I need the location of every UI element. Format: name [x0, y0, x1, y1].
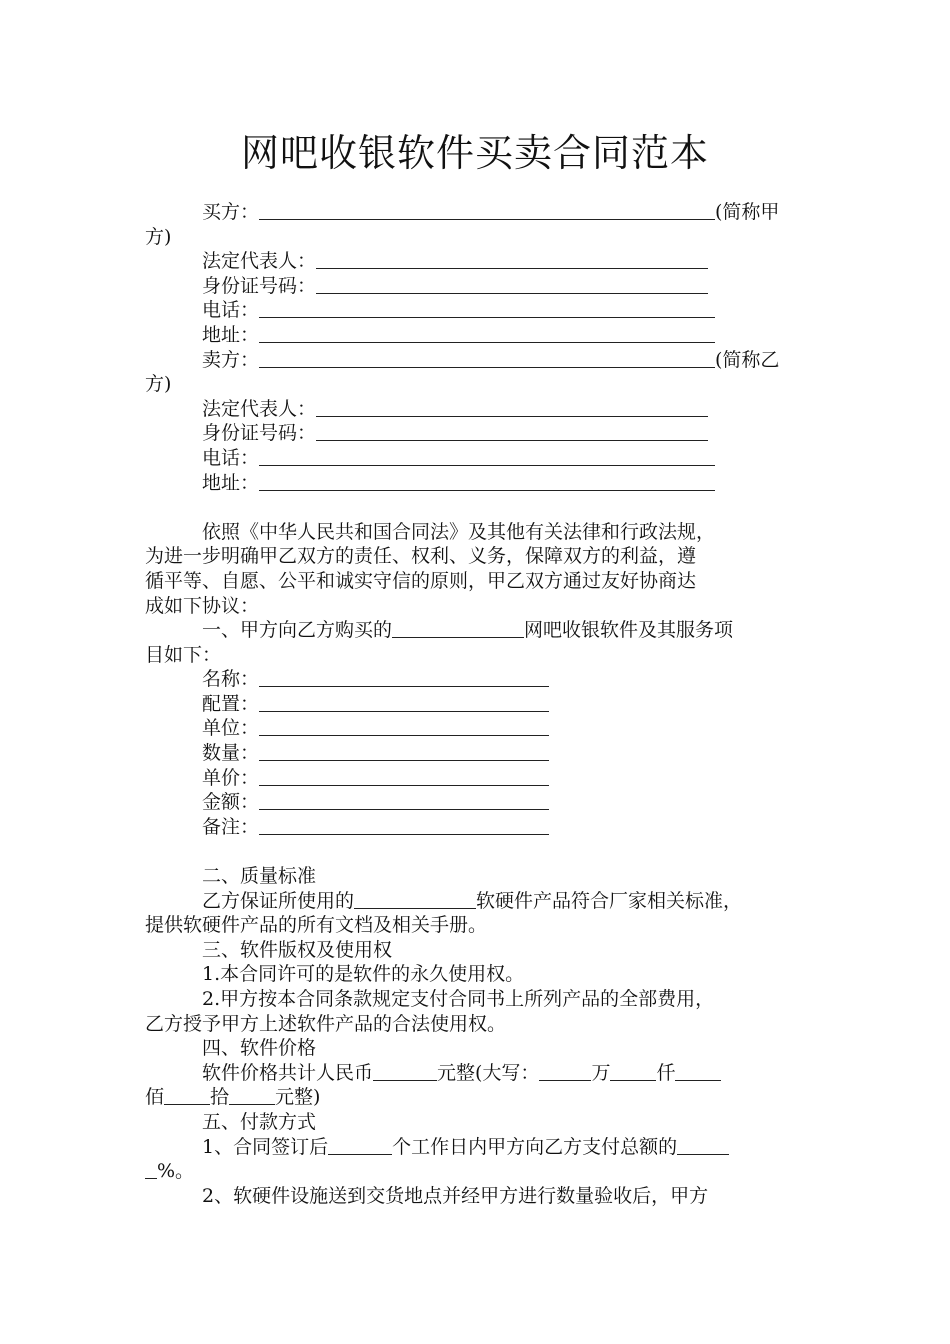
- buyer-phone-label: 电话：: [202, 299, 260, 322]
- buyer-rep-label: 法定代表人：: [202, 250, 317, 273]
- section1-suffix: 网吧收银软件及其服务项: [524, 619, 734, 642]
- section2-line: [145, 889, 810, 914]
- spacer: [145, 839, 810, 864]
- seller-id-line: [145, 421, 810, 446]
- seller-label: 卖方：: [202, 348, 260, 371]
- seller-line: [145, 348, 810, 373]
- seller-address-label: 地址：: [202, 471, 260, 494]
- buyer-abbr: (简称甲: [715, 201, 780, 223]
- item-line: [145, 815, 810, 840]
- buyer-abbr-cont: 方): [145, 225, 172, 248]
- seller-phone-label: 电话：: [202, 446, 260, 469]
- seller-phone-line: [145, 446, 810, 471]
- item-blank: [259, 692, 549, 712]
- section3-p2: 2.甲方按本合同条款规定支付合同书上所列产品的全部费用，: [202, 988, 715, 1010]
- section2-heading: 二、质量标准: [202, 865, 317, 888]
- bai-blank: [675, 1061, 721, 1081]
- buyer-rep-line: [145, 249, 810, 274]
- yuan-label: 元整): [275, 1086, 321, 1109]
- section5-p2: 2、软硬件设施送到交货地点并经甲方进行数量验收后，甲方: [202, 1184, 709, 1207]
- buyer-address-blank: [259, 323, 715, 343]
- qian-label: 仟: [656, 1061, 676, 1084]
- shi-label: 拾: [210, 1086, 230, 1109]
- percent-sign: %。: [157, 1160, 195, 1183]
- buyer-id-line: [145, 274, 810, 299]
- payment-pct-label: 个工作日内甲方向乙方支付总额的: [392, 1135, 678, 1158]
- section4-price-cont: [145, 1085, 810, 1110]
- qian-blank: [610, 1061, 656, 1081]
- item-label: 数量：: [202, 742, 260, 765]
- section2-prefix: 乙方保证所使用的: [202, 889, 355, 912]
- page-title: 网吧收银软件买卖合同范本: [240, 131, 709, 175]
- section3-p1: 1.本合同许可的是软件的永久使用权。: [202, 963, 525, 986]
- item-line: [145, 667, 810, 692]
- item-line: [145, 790, 810, 815]
- section3-heading: 三、软件版权及使用权: [202, 938, 393, 961]
- preamble-line: 为进一步明确甲乙双方的责任、权利、义务，保障双方的利益，遵: [145, 545, 697, 568]
- buyer-id-label: 身份证号码：: [202, 274, 317, 297]
- section2-cont: 提供软硬件产品的所有文档及相关手册。: [145, 914, 488, 937]
- buyer-address-label: 地址：: [202, 323, 260, 346]
- section1-blank: [392, 618, 524, 638]
- item-label: 金额：: [202, 791, 260, 814]
- item-blank: [259, 766, 549, 786]
- item-blank: [259, 741, 549, 761]
- wan-label: 万: [591, 1061, 611, 1084]
- section4-price-line: [145, 1061, 810, 1086]
- item-blank: [259, 815, 549, 835]
- section2-suffix: 软硬件产品符合厂家相关标准，: [476, 889, 743, 912]
- preamble-line: 成如下协议：: [145, 594, 260, 617]
- item-line: [145, 741, 810, 766]
- seller-phone-blank: [259, 446, 715, 466]
- buyer-label: 买方：: [202, 201, 260, 223]
- seller-rep-label: 法定代表人：: [202, 397, 317, 420]
- buyer-name-blank: [259, 200, 715, 220]
- payment-days-blank: [328, 1135, 392, 1155]
- seller-rep-blank: [316, 397, 708, 417]
- buyer-phone-blank: [259, 298, 715, 318]
- item-label: 单位：: [202, 717, 260, 740]
- section5-heading: 五、付款方式: [202, 1110, 317, 1133]
- section3-p2-cont: 乙方授予甲方上述软件产品的合法使用权。: [145, 1012, 507, 1035]
- section4-heading: 四、软件价格: [202, 1037, 317, 1060]
- seller-address-line: [145, 471, 810, 496]
- section5-p1-cont: [145, 1159, 810, 1184]
- item-blank: [259, 667, 549, 687]
- item-blank: [259, 716, 549, 736]
- item-label: 备注：: [202, 815, 260, 838]
- bai-label: 佰: [145, 1086, 165, 1109]
- price-words-label: 元整(大写：: [437, 1061, 540, 1084]
- item-line: [145, 692, 810, 717]
- spacer: [145, 495, 810, 520]
- seller-name-blank: [259, 348, 715, 368]
- seller-address-blank: [259, 471, 715, 491]
- section1-intro: [145, 618, 810, 643]
- price-label: 软件价格共计人民币: [202, 1061, 374, 1084]
- wan-blank: [539, 1061, 591, 1081]
- preamble-line: 循平等、自愿、公平和诚实守信的原则，甲乙双方通过友好协商达: [145, 569, 697, 592]
- seller-abbr: (简称乙: [715, 348, 780, 371]
- payment-pct-blank: [677, 1135, 729, 1155]
- buyer-id-blank: [316, 274, 708, 294]
- item-label: 单价：: [202, 766, 260, 789]
- buyer-phone-line: [145, 298, 810, 323]
- price-blank: [373, 1061, 437, 1081]
- section2-blank: [354, 889, 476, 909]
- item-line: [145, 716, 810, 741]
- item-line: [145, 766, 810, 791]
- section1-prefix: 一、甲方向乙方购买的: [202, 619, 393, 642]
- seller-id-label: 身份证号码：: [202, 422, 317, 445]
- seller-id-blank: [316, 421, 708, 441]
- buyer-line: [145, 200, 810, 225]
- item-blank: [259, 790, 549, 810]
- seller-abbr-cont: 方): [145, 373, 172, 396]
- payment-days-label: 1、合同签订后: [202, 1135, 329, 1158]
- yuan-blank: [229, 1085, 275, 1105]
- contract-body: [145, 200, 810, 1208]
- buyer-rep-blank: [316, 249, 708, 269]
- section1-cont: 目如下：: [145, 643, 222, 666]
- item-label: 配置：: [202, 692, 260, 715]
- payment-pct-blank-cont: [145, 1159, 157, 1179]
- shi-blank: [164, 1085, 210, 1105]
- preamble-line: 依照《中华人民共和国合同法》及其他有关法律和行政法规，: [202, 520, 716, 543]
- section5-p1: [145, 1135, 810, 1160]
- seller-rep-line: [145, 397, 810, 422]
- item-label: 名称：: [202, 668, 260, 691]
- buyer-address-line: [145, 323, 810, 348]
